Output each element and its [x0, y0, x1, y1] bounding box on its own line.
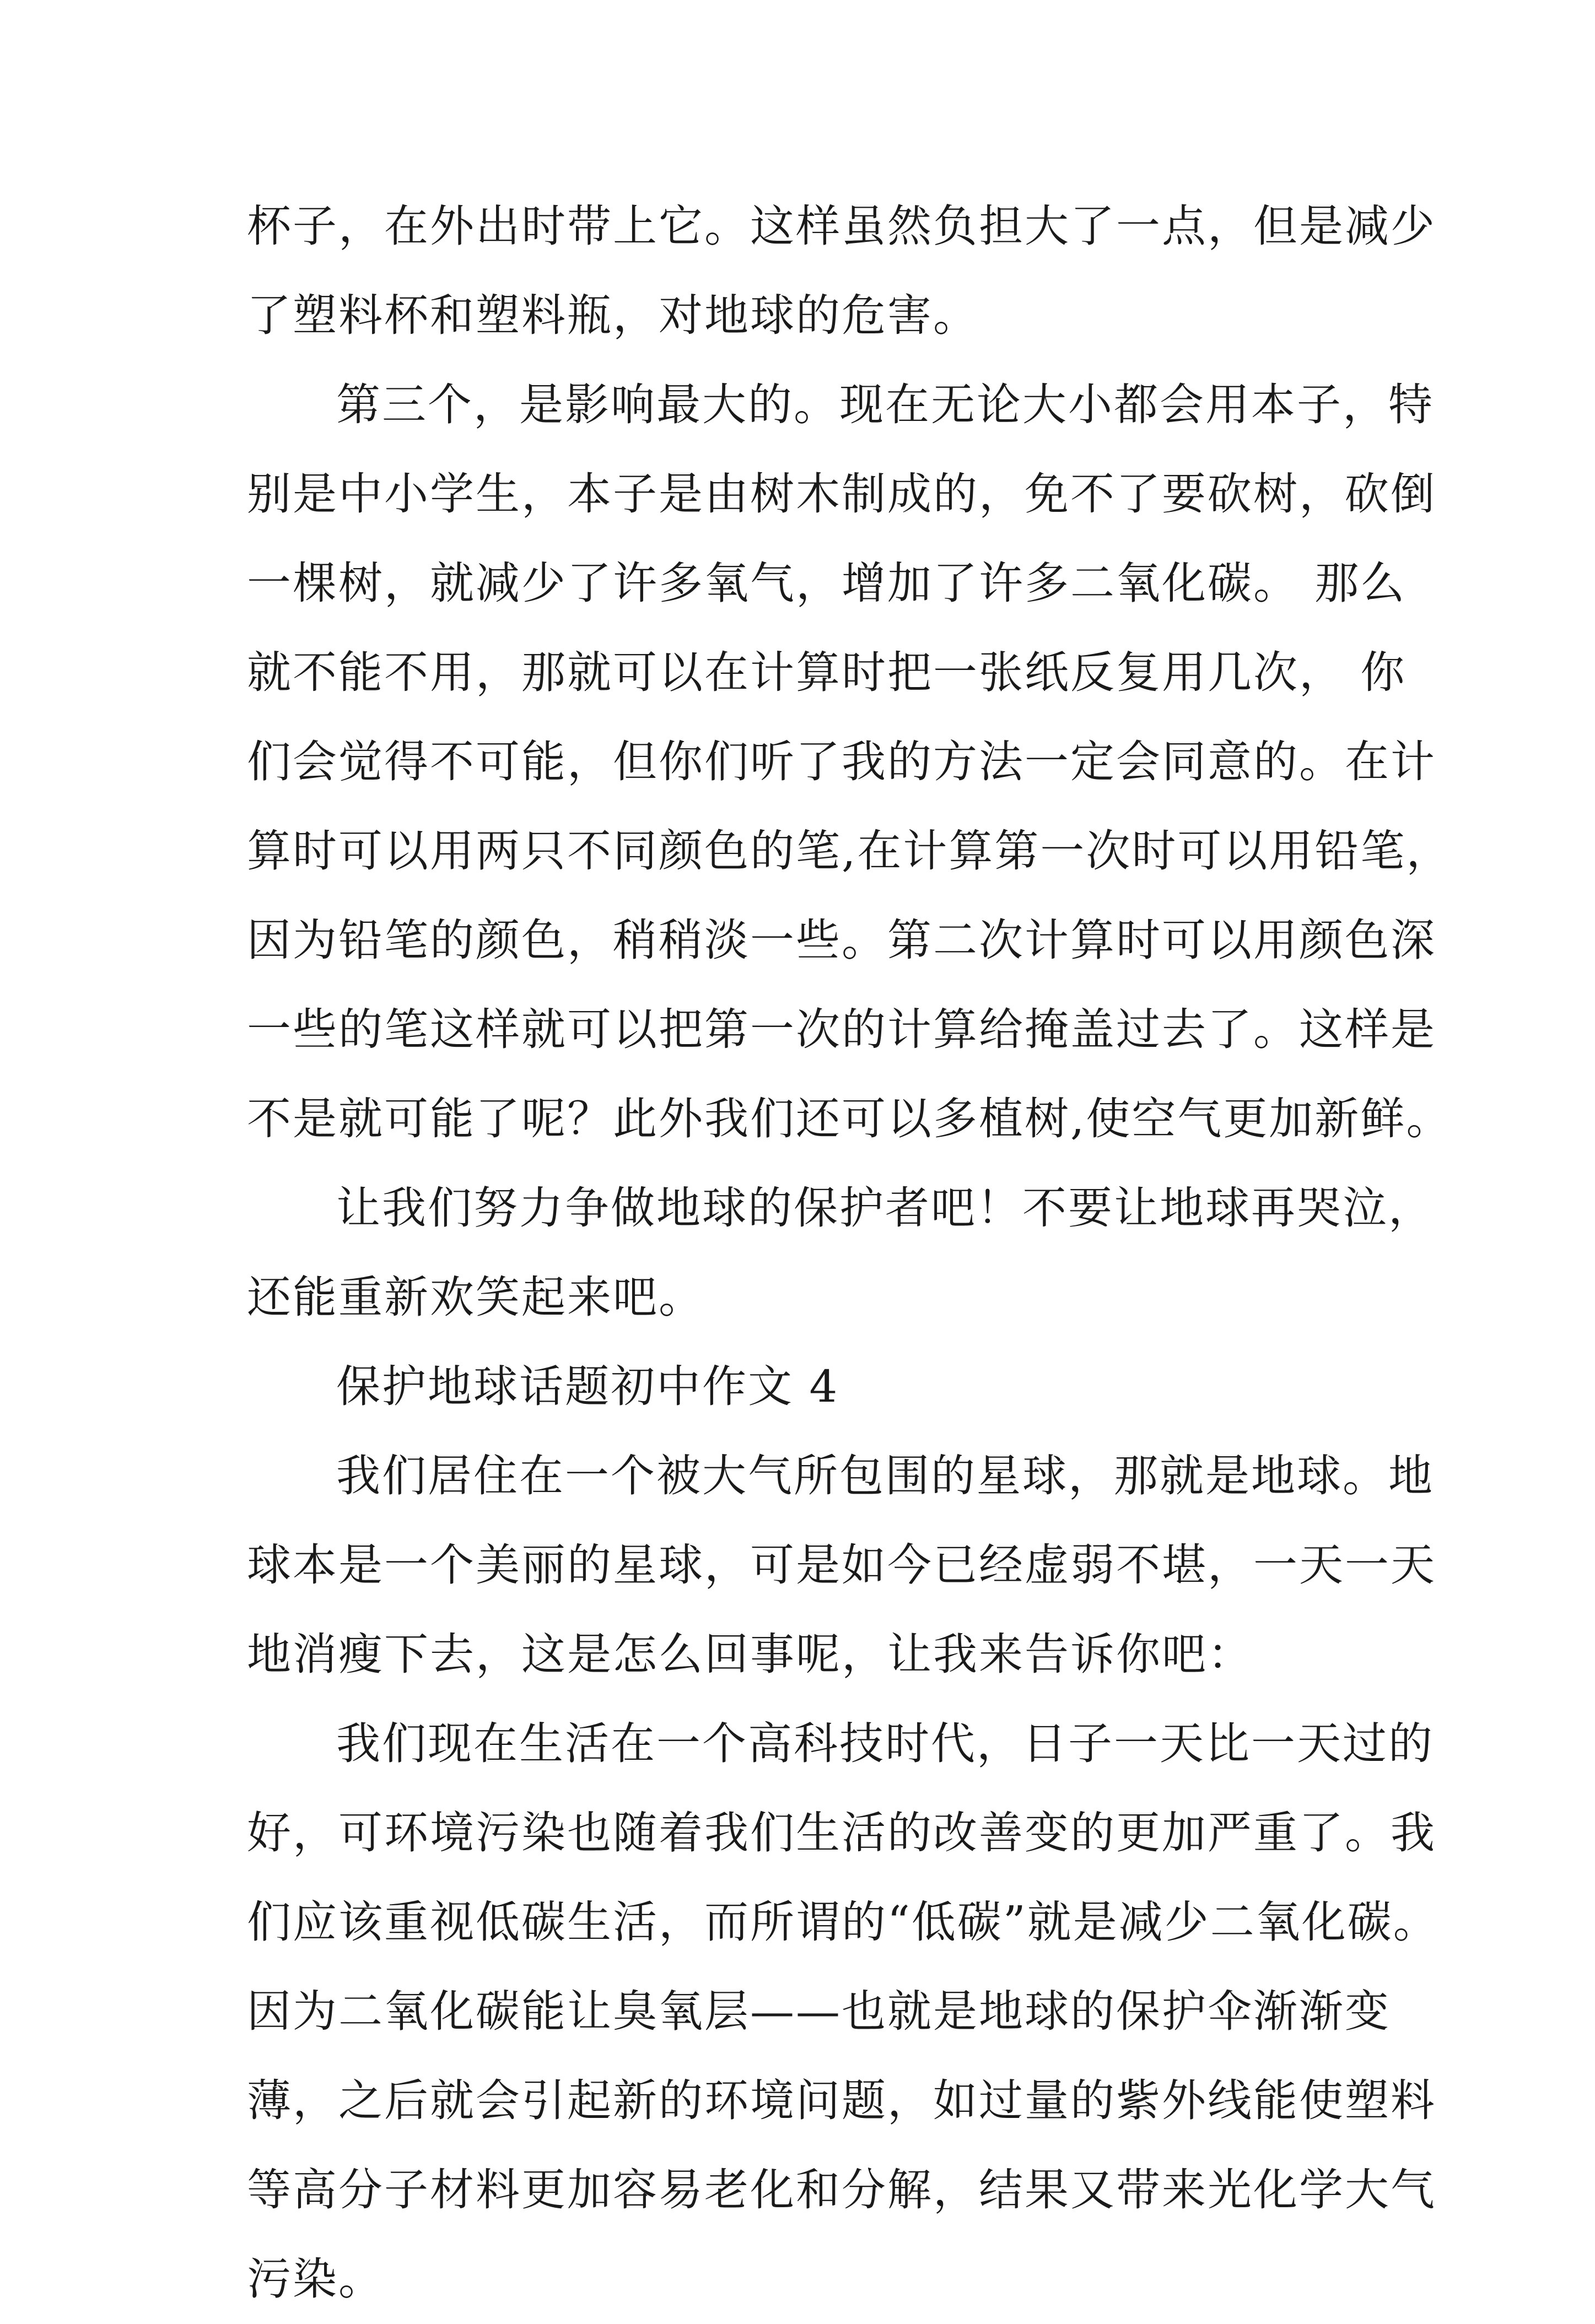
text-line: 因为二氧化碳能让臭氧层——也就是地球的保护伞渐渐变 — [247, 1986, 1391, 2037]
text-line: 了塑料杯和塑料瓶，对地球的危害。 — [247, 290, 979, 341]
text-line: 好，可环境污染也随着我们生活的改善变的更加严重了。我 — [247, 1807, 1436, 1858]
text-line: 们会觉得不可能，但你们听了我的方法一定会同意的。在计 — [247, 736, 1436, 787]
text-line: 污染。 — [247, 2253, 384, 2305]
text-line: 球本是一个美丽的星球，可是如今已经虚弱不堪，一天一天 — [247, 1539, 1436, 1591]
paragraph-start-line: 我们现在生活在一个高科技时代，日子一天比一天过的 — [336, 1718, 1434, 1769]
text-line: 就不能不用，那就可以在计算时把一张纸反复用几次， 你 — [247, 647, 1407, 698]
text-line: 因为铅笔的颜色，稍稍淡一些。第二次计算时可以用颜色深 — [247, 915, 1436, 966]
text-line: 等高分子材料更加容易老化和分解，结果又带来光化学大气 — [247, 2164, 1436, 2215]
paragraph-start-line: 让我们努力争做地球的保护者吧！不要让地球再哭泣， — [336, 1182, 1434, 1234]
document-body — [247, 182, 1452, 2324]
text-line: 一些的笔这样就可以把第一次的计算给掩盖过去了。这样是 — [247, 1004, 1436, 1055]
paragraph-start-line: 第三个，是影响最大的。现在无论大小都会用本子，特 — [336, 379, 1434, 430]
text-line: 算时可以用两只不同颜色的笔,在计算第一次时可以用铅笔， — [247, 825, 1452, 877]
text-line: 一棵树，就减少了许多氧气，增加了许多二氧化碳。 那么 — [247, 558, 1407, 609]
text-line: 杯子，在外出时带上它。这样虽然负担大了一点，但是减少 — [247, 201, 1436, 252]
paragraph-start-line: 我们居住在一个被大气所包围的星球，那就是地球。地 — [336, 1450, 1434, 1501]
section-heading: 保护地球话题初中作文 4 — [336, 1361, 839, 1412]
text-line: 别是中小学生，本子是由树木制成的，免不了要砍树，砍倒 — [247, 468, 1436, 520]
text-line: 还能重新欢笑起来吧。 — [247, 1272, 704, 1323]
text-line: 薄，之后就会引起新的环境问题，如过量的紫外线能使塑料 — [247, 2075, 1436, 2126]
text-line: 地消瘦下去，这是怎么回事呢，让我来告诉你吧： — [247, 1629, 1253, 1680]
text-line: 们应该重视低碳生活，而所谓的“低碳”就是减少二氧化碳。 — [247, 1896, 1439, 1948]
text-line: 不是就可能了呢？此外我们还可以多植树,使空气更加新鲜。 — [247, 1093, 1452, 1144]
